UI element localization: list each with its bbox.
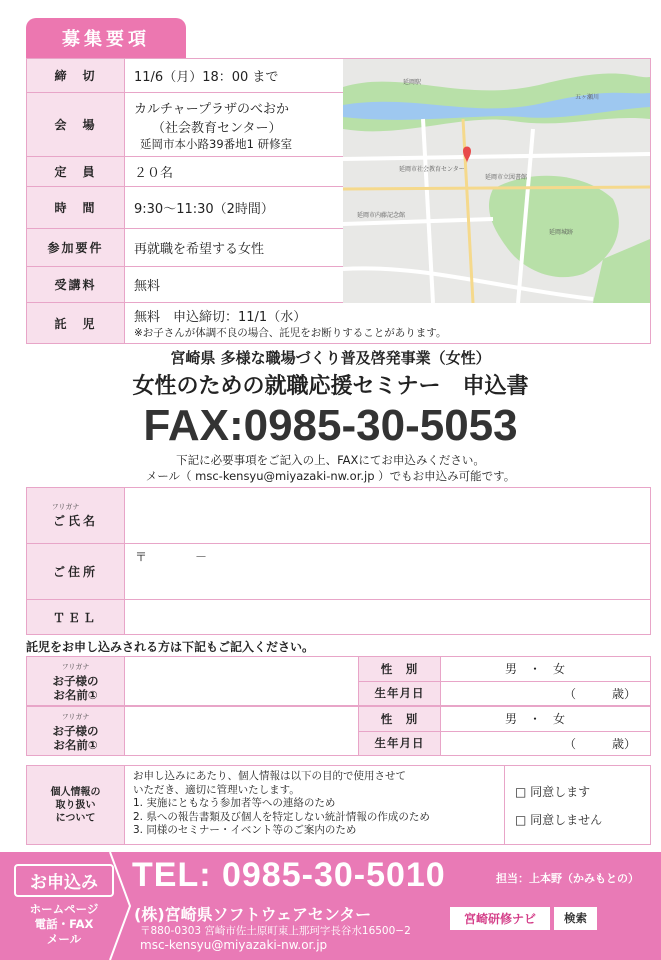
organization-address: 〒880-0303 宮崎市佐土原町東上那珂字長谷水16500−2 bbox=[140, 925, 411, 937]
venue-label: 会 場 bbox=[27, 93, 125, 156]
map-label-center: 延岡市社会教育センター bbox=[399, 166, 465, 173]
map-label-library: 延岡市立図書館 bbox=[485, 174, 528, 181]
name-label-cell bbox=[27, 488, 125, 543]
apply-box bbox=[14, 864, 114, 952]
privacy-section bbox=[26, 765, 651, 845]
child-1-details bbox=[359, 657, 650, 705]
time-value: 9:30～11:30（2時間） bbox=[134, 202, 274, 217]
postal-mark: 〒 － bbox=[135, 550, 208, 564]
child-2-label-line1: お子様の bbox=[52, 724, 99, 738]
childcare-value bbox=[125, 303, 650, 343]
search-button[interactable]: 検索 bbox=[552, 907, 597, 930]
fax-number: FAX:0985-30-5053 bbox=[143, 401, 518, 450]
search-term: 宮崎研修ナビ bbox=[450, 907, 550, 930]
search-box bbox=[450, 907, 597, 930]
privacy-label-line3: について bbox=[55, 812, 96, 824]
venue-address: 延岡市本小路39番地1 研修室 bbox=[140, 136, 293, 151]
footer-banner bbox=[0, 852, 661, 960]
privacy-text bbox=[125, 766, 505, 844]
child-2-label-line2: お名前① bbox=[53, 738, 98, 752]
privacy-label-line2: 取り扱い bbox=[55, 799, 96, 811]
tel-label: ＴＥＬ bbox=[52, 610, 98, 625]
info-table bbox=[26, 58, 651, 344]
fee-value: 無料 bbox=[134, 279, 161, 294]
organization-name: (株)宮崎県ソフトウェアセンター bbox=[134, 905, 372, 924]
childcare-label: 託 児 bbox=[27, 303, 125, 343]
email-note: メール（ msc-kensyu@miyazaki-nw.or.jp ）でもお申込み可能です。 bbox=[145, 469, 516, 483]
venue-name: カルチャープラザのべおか bbox=[134, 101, 289, 117]
child-1-label-line1: お子様の bbox=[52, 674, 99, 688]
child-1-label bbox=[27, 657, 125, 705]
venue-value bbox=[125, 93, 343, 156]
chevron-right-icon bbox=[108, 852, 132, 960]
name-field[interactable] bbox=[125, 488, 650, 543]
map-image bbox=[343, 59, 650, 303]
capacity-label: 定 員 bbox=[27, 157, 125, 186]
consent-options bbox=[505, 766, 650, 844]
map-label-station: 延岡駅 bbox=[403, 79, 422, 86]
seminar-title: 女性のための就職応援セミナー 申込書 bbox=[132, 374, 529, 399]
privacy-item-2: 2. 県への報告書類及び個人を特定しない統計情報の作成のため bbox=[133, 810, 430, 823]
deadline-value: 11/6（月）18：00 まで bbox=[134, 70, 279, 85]
title-block bbox=[0, 345, 661, 484]
row-name bbox=[27, 488, 650, 544]
child-1-gender-label: 性 別 bbox=[359, 657, 441, 681]
row-time bbox=[27, 187, 343, 229]
child-1-gender-options[interactable]: 男 ・ 女 bbox=[505, 662, 566, 677]
tel-label-cell bbox=[27, 600, 125, 634]
child-2-label bbox=[27, 707, 125, 755]
privacy-intro-1: お申し込みにあたり、個人情報は以下の目的で使用させて bbox=[133, 770, 406, 782]
row-capacity bbox=[27, 157, 343, 187]
deadline-label: 締 切 bbox=[27, 59, 125, 92]
row-requirement bbox=[27, 229, 343, 267]
requirement-label: 参加要件 bbox=[27, 229, 125, 266]
childcare-note: ※お子さんが体調不良の場合、託児をお断りすることがあります。 bbox=[134, 327, 447, 339]
name-label: ご氏名 bbox=[52, 514, 98, 528]
child-2-age-field[interactable]: （ 歳） bbox=[563, 736, 636, 751]
row-address bbox=[27, 544, 650, 600]
child-2-table bbox=[26, 706, 651, 756]
child-1-furigana: フリガナ bbox=[61, 663, 90, 671]
child-2-gender-label: 性 別 bbox=[359, 707, 441, 731]
child-1-birth-row bbox=[359, 682, 650, 706]
address-label-cell bbox=[27, 544, 125, 599]
apply-methods bbox=[14, 902, 114, 947]
privacy-item-3: 3. 同様のセミナー・イベント等のご案内のため bbox=[133, 824, 357, 836]
time-label: 時 間 bbox=[27, 187, 125, 228]
tel-field[interactable] bbox=[125, 600, 650, 634]
name-furigana-label: フリガナ bbox=[51, 503, 80, 511]
childcare-fee: 無料 申込締切：11/1（水） bbox=[134, 310, 307, 325]
child-2-birth-label: 生年月日 bbox=[359, 732, 441, 756]
childcare-intro: 託児をお申し込みされる方は下記もご記入ください。 bbox=[26, 640, 315, 654]
row-venue bbox=[27, 93, 343, 157]
applicant-form bbox=[26, 487, 651, 635]
method-homepage: ホームページ bbox=[29, 902, 99, 916]
child-1-age-field[interactable]: （ 歳） bbox=[563, 686, 636, 701]
child-1-birth-label: 生年月日 bbox=[359, 682, 441, 706]
child-2-gender-options[interactable]: 男 ・ 女 bbox=[505, 712, 566, 727]
privacy-label bbox=[27, 766, 125, 844]
row-tel bbox=[27, 600, 650, 634]
row-fee bbox=[27, 267, 343, 303]
child-1-label-line2: お名前① bbox=[53, 688, 98, 702]
child-1-gender-row bbox=[359, 657, 650, 682]
child-1-name-field[interactable] bbox=[125, 657, 359, 705]
map-label-castle: 延岡城跡 bbox=[549, 229, 574, 236]
capacity-value: ２０名 bbox=[134, 166, 174, 181]
row-deadline bbox=[27, 59, 343, 93]
venue-map bbox=[343, 59, 650, 303]
phone-number[interactable]: TEL: 0985-30-5010 bbox=[132, 856, 446, 894]
child-2-gender-row bbox=[359, 707, 650, 732]
address-label: ご住所 bbox=[52, 565, 98, 579]
child-2-birth-row bbox=[359, 732, 650, 756]
privacy-label-line1: 個人情報の bbox=[50, 786, 101, 798]
child-2-name-field[interactable] bbox=[125, 707, 359, 755]
requirement-value: 再就職を希望する女性 bbox=[134, 242, 265, 257]
privacy-item-1: 1. 実施にともなう参加者等への連絡のため bbox=[133, 797, 336, 809]
section-tab-recruitment: 募集要項 bbox=[26, 18, 186, 58]
row-childcare bbox=[27, 303, 650, 343]
venue-subname: （社会教育センター） bbox=[152, 120, 282, 136]
instruction-note: 下記に必要事項をご記入の上、FAXにてお申込みください。 bbox=[176, 453, 485, 467]
agree-checkbox[interactable]: □ 同意します bbox=[515, 785, 591, 799]
contact-person: 担当：上本野（かみもとの） bbox=[496, 872, 639, 885]
privacy-intro-2: いただき、適切に管理いたします。 bbox=[133, 783, 300, 796]
method-email: メール bbox=[46, 932, 82, 946]
fee-label: 受講料 bbox=[27, 267, 125, 302]
map-label-river: 五ヶ瀬川 bbox=[575, 94, 600, 101]
map-label-museum: 延岡市内藤記念館 bbox=[357, 212, 406, 219]
disagree-checkbox[interactable]: □ 同意しません bbox=[515, 813, 603, 827]
program-subtitle: 宮崎県 多様な職場づくり普及啓発事業（女性） bbox=[170, 349, 491, 367]
contact-email[interactable]: msc-kensyu@miyazaki-nw.or.jp bbox=[140, 938, 328, 952]
child-2-details bbox=[359, 707, 650, 755]
address-field[interactable] bbox=[125, 544, 650, 599]
child-2-furigana: フリガナ bbox=[61, 713, 90, 721]
method-phone-fax: 電話・FAX bbox=[34, 917, 94, 931]
child-1-table bbox=[26, 656, 651, 706]
apply-title: お申込み bbox=[14, 864, 114, 897]
